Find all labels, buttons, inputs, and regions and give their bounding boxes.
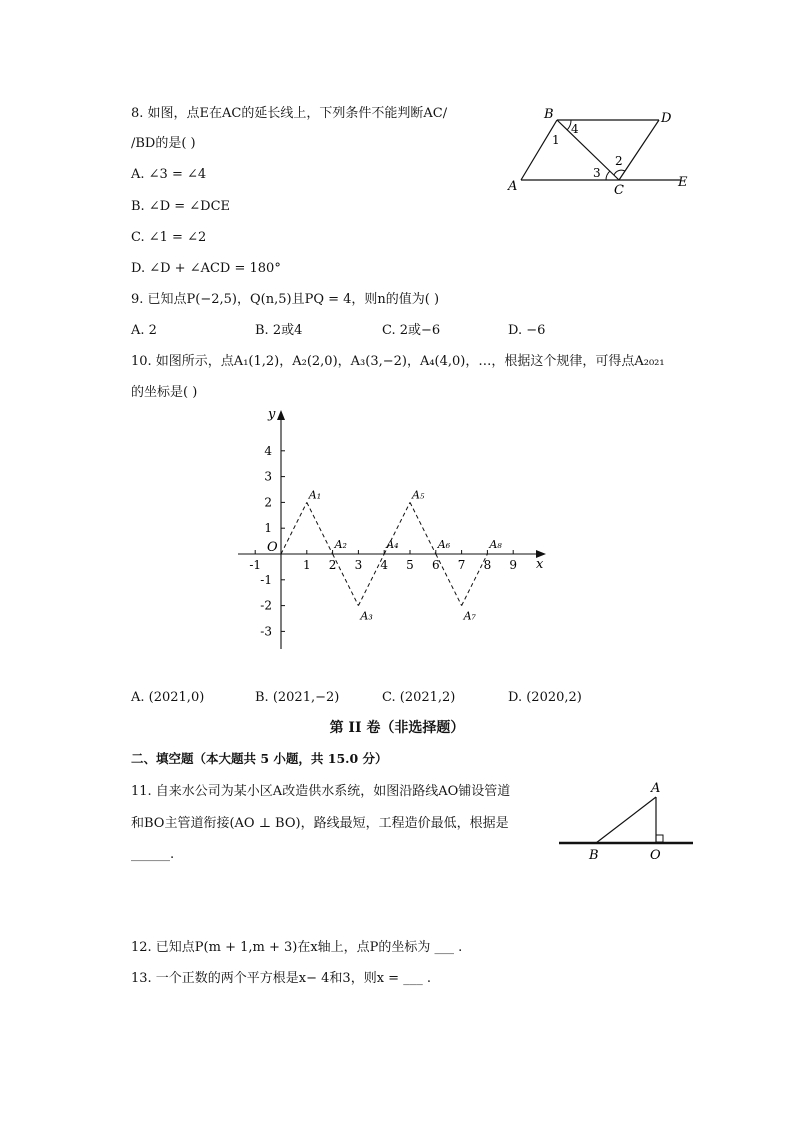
q10-stem-line2: 的坐标是( )	[131, 385, 198, 400]
label-D: D	[661, 111, 672, 126]
point-label: A₁	[308, 488, 322, 502]
q8-stem-line2: /BD的是( )	[131, 136, 196, 151]
q11-line3: ______.	[131, 847, 175, 862]
y-tick-label: -1	[260, 572, 272, 587]
x-tick-label: 9	[509, 558, 518, 572]
label-C: C	[614, 183, 624, 198]
x-tick-label: 7	[457, 558, 466, 572]
y-tick-label: 2	[264, 495, 272, 510]
y-axis-label: y	[268, 407, 276, 422]
segment-ab	[596, 797, 656, 843]
label-A: A	[651, 781, 661, 796]
point-label: A₈	[489, 538, 502, 551]
q10-coordinate-graph	[230, 402, 560, 657]
label-B: B	[544, 107, 554, 122]
q13-stem: 13. 一个正数的两个平方根是x− 4和3，则x = ___ .	[131, 971, 431, 986]
q10-option-b: B. (2021,−2)	[255, 690, 340, 705]
point-label: A₅	[412, 488, 425, 502]
q9-option-c: C. 2或−6	[382, 323, 441, 338]
x-tick-label: -1	[249, 558, 262, 572]
q11-line2: 和BO主管道衔接(AO ⊥ BO)，路线最短，工程造价最低，根据是	[131, 816, 509, 831]
q12-stem: 12. 已知点P(m + 1,m + 3)在x轴上，点P的坐标为 ___ .	[131, 940, 463, 955]
q8-parallelogram-figure	[500, 100, 700, 200]
angle-label-1: 1	[552, 133, 560, 147]
q11-line1: 11. 自来水公司为某小区A改造供水系统，如图沿路线AO铺设管道	[131, 784, 511, 799]
x-tick-label: 4	[380, 558, 389, 572]
point-label: A₆	[437, 538, 451, 551]
x-tick-label: 6	[431, 558, 440, 572]
y-tick-label: 3	[264, 469, 272, 484]
q8-option-a: A. ∠3 = ∠4	[131, 167, 207, 182]
x-tick-label: 3	[354, 558, 363, 572]
right-angle-marker	[656, 835, 663, 842]
x-tick-label: 5	[406, 558, 414, 572]
q9-option-b: B. 2或4	[255, 323, 303, 338]
origin-label: O	[267, 540, 278, 555]
x-tick-label: 1	[302, 558, 311, 572]
line-ab	[521, 120, 557, 180]
y-tick-label: 1	[264, 521, 272, 536]
q10-option-d: D. (2020,2)	[508, 690, 582, 705]
q10-option-a: A. (2021,0)	[131, 690, 205, 705]
part2-section-title: 二、填空题（本大题共 5 小题，共 15.0 分）	[131, 751, 388, 766]
label-B: B	[589, 848, 599, 863]
point-label: A₇	[463, 609, 476, 623]
x-axis-label: x	[536, 557, 544, 572]
angle-arc-3	[606, 171, 610, 180]
y-tick-label: 4	[264, 443, 272, 458]
label-E: E	[678, 175, 688, 190]
q8-option-d: D. ∠D + ∠ACD = 180°	[131, 261, 281, 276]
y-axis-arrow	[277, 410, 285, 420]
q8-option-c: C. ∠1 = ∠2	[131, 230, 207, 245]
label-O: O	[650, 848, 661, 863]
x-tick-label: 8	[483, 558, 492, 572]
point-label: A₄	[386, 538, 399, 551]
q9-stem: 9. 已知点P(−2,5)，Q(n,5)且PQ = 4，则n的值为( )	[131, 292, 440, 307]
q11-triangle-figure	[555, 775, 700, 865]
y-tick-label: -2	[260, 598, 272, 613]
point-label: A₃	[360, 609, 373, 623]
zigzag-segment	[307, 502, 333, 554]
label-A: A	[508, 179, 518, 194]
q10-option-c: C. (2021,2)	[382, 690, 456, 705]
angle-label-4: 4	[571, 122, 579, 136]
point-label: A₂	[334, 538, 347, 551]
y-tick-label: -3	[260, 624, 272, 639]
angle-label-3: 3	[593, 166, 601, 180]
part2-title: 第 II 卷（非选择题）	[329, 720, 465, 736]
x-tick-label: 2	[328, 558, 337, 572]
angle-label-2: 2	[615, 154, 623, 168]
q9-option-a: A. 2	[131, 323, 157, 338]
q8-stem-line1: 8. 如图，点E在AC的延长线上，下列条件不能判断AC/	[131, 106, 448, 121]
q10-stem-line1: 10. 如图所示，点A₁(1,2)，A₂(2,0)，A₃(3,−2)，A₄(4,0)，…，根据这个规律，可得点A₂₀₂₁	[131, 354, 665, 369]
q8-option-b: B. ∠D = ∠DCE	[131, 199, 231, 214]
q9-option-d: D. −6	[508, 323, 546, 338]
zigzag-segment	[410, 502, 436, 554]
